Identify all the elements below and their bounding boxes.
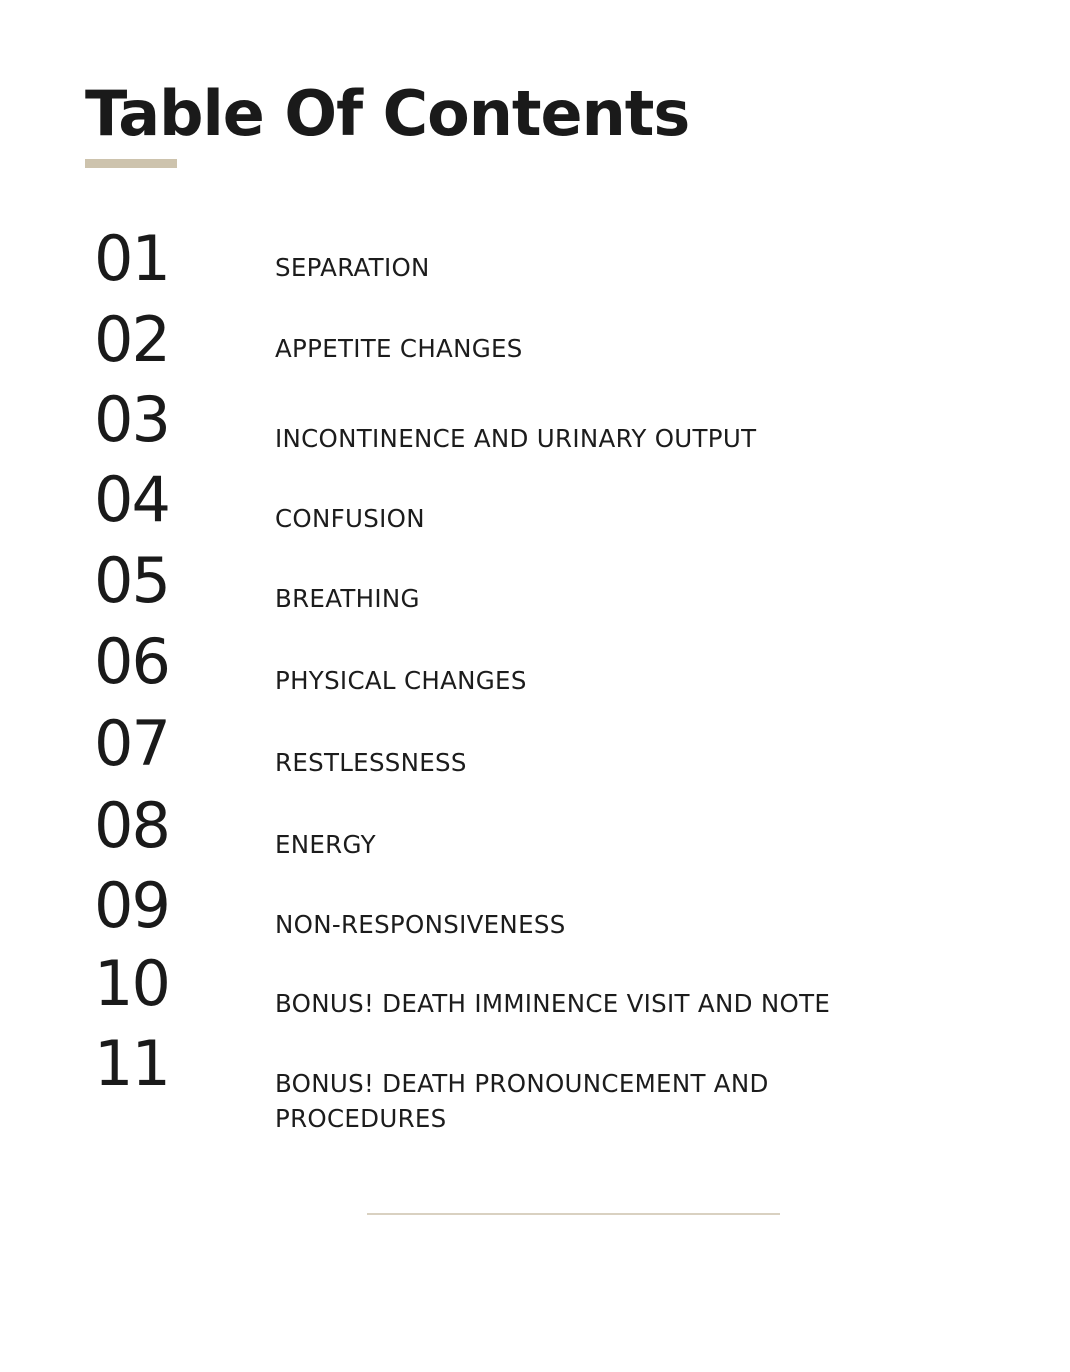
toc-entry-label: RESTLESSNESS — [275, 748, 467, 777]
toc-entry-number: 05 — [94, 544, 169, 617]
toc-entry-number: 06 — [94, 625, 169, 698]
toc-entry-label: CONFUSION — [275, 504, 425, 533]
title-underline — [85, 159, 177, 168]
footer-divider — [367, 1213, 780, 1215]
toc-entry-number: 02 — [94, 303, 169, 376]
toc-entry-label: SEPARATION — [275, 253, 430, 282]
toc-entry-number: 07 — [94, 707, 169, 780]
toc-entry-number: 01 — [94, 222, 169, 295]
toc-entry-label: NON-RESPONSIVENESS — [275, 910, 566, 939]
toc-entry-number: 08 — [94, 789, 169, 862]
page-title: Table Of Contents — [85, 77, 690, 150]
toc-entry-label: PHYSICAL CHANGES — [275, 666, 527, 695]
toc-entry-label: APPETITE CHANGES — [275, 334, 523, 363]
toc-entry-label: BONUS! DEATH PRONOUNCEMENT AND PROCEDURES — [275, 1069, 769, 1133]
toc-entry-number: 04 — [94, 463, 169, 536]
toc-entry-label: BREATHING — [275, 584, 420, 613]
toc-entry-label: ENERGY — [275, 830, 376, 859]
toc-entry-number: 10 — [94, 947, 169, 1020]
toc-entry-number: 11 — [94, 1027, 169, 1100]
toc-entry-number: 03 — [94, 383, 169, 456]
toc-entry-number: 09 — [94, 869, 169, 942]
toc-entry-label: INCONTINENCE AND URINARY OUTPUT — [275, 424, 757, 453]
toc-entry-label: BONUS! DEATH IMMINENCE VISIT AND NOTE — [275, 989, 831, 1018]
